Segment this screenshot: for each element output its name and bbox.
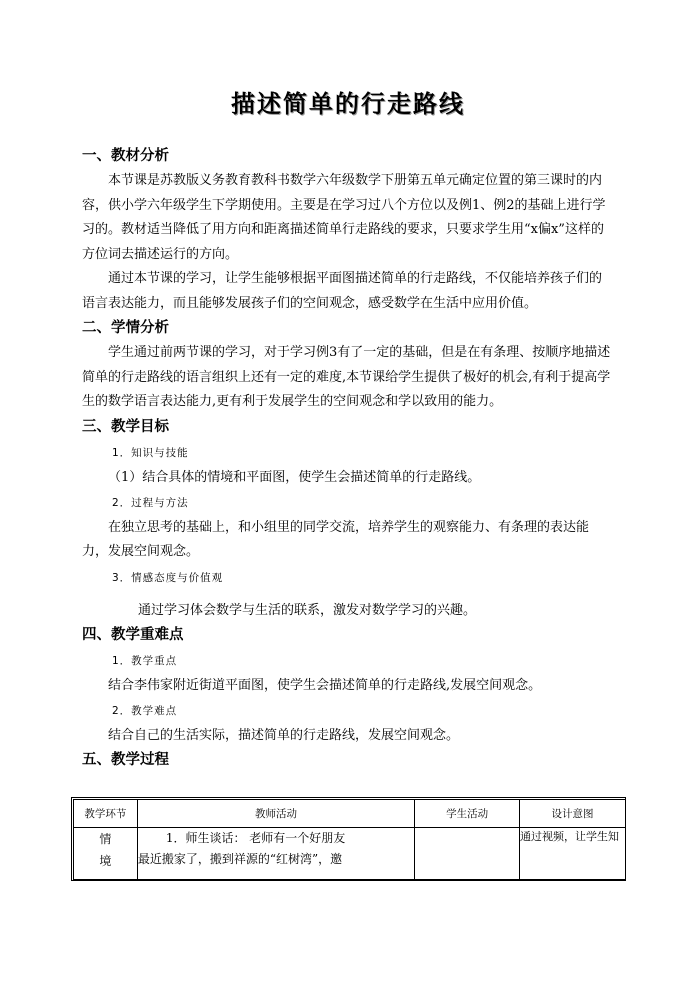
table-header-row xyxy=(74,800,626,828)
header-design-intent: 设计意图 xyxy=(520,800,626,828)
goal-attitude-line: 通过学习体会数学与生活的联系，激发对数学学习的兴趣。 xyxy=(138,602,477,618)
paragraph-material-1: 本节课是苏教版义务教育教科书数学六年级数学下册第五单元确定位置的第三课时的内容，供小学六年级学生下学期使用。主要是在学习过八个方位以及例1、例2的基础上进行学习的。教材适当降低了用方向和距离描述简单行走路线的要求，只要求学生用“x偏x”这样的方位词去描述运行的方向。 xyxy=(82,173,606,262)
subheading-attitude: 3．情感态度与价值观 xyxy=(112,571,224,584)
paragraph-students: 学生通过前两节课的学习，对于学习例3有了一定的基础，但是在有条理、按顺序地描述简单的行走路线的语言组织上还有一定的难度,本节课给学生提供了极好的机会,有利于提高学生的数学语言表达能力,更有利于发展学生的空间观念和学以致用的能力。 xyxy=(82,345,611,409)
paragraph-material-2: 通过本节课的学习，让学生能够根据平面图描述简单的行走路线，不仅能培养孩子们的语言表达能力，而且能够发展孩子们的空间观念，感受数学在生活中应用价值。 xyxy=(82,271,603,311)
stage-cell xyxy=(74,828,138,880)
stage-line-2: 境 xyxy=(99,854,112,868)
section-heading-key-points: 四、教学重难点 xyxy=(82,626,184,643)
header-teacher-activity: 教师活动 xyxy=(137,800,414,828)
header-student-activity: 学生活动 xyxy=(415,800,520,828)
header-stage: 教学环节 xyxy=(74,800,138,828)
document-title: 描述简单的行走路线 xyxy=(231,90,465,118)
subheading-key-point: 1．教学重点 xyxy=(112,654,178,667)
paragraph-process: 在独立思考的基础上，和小组里的同学交流，培养学生的观察能力、有条理的表达能力，发展空间观念。 xyxy=(82,519,590,559)
subheading-process: 2．过程与方法 xyxy=(112,496,189,509)
teacher-line-1: 1．师生谈话： 老师有一个好朋友 xyxy=(165,831,346,845)
design-intent-cell: 通过视频，让学生知 xyxy=(520,828,626,880)
difficulty-line: 结合自己的生活实际，描述简单的行走路线，发展空间观念。 xyxy=(108,727,460,743)
subheading-knowledge: 1．知识与技能 xyxy=(112,446,189,459)
section-heading-material: 一、教材分析 xyxy=(82,148,169,164)
section-heading-process: 五、教学过程 xyxy=(82,751,169,768)
teaching-process-table xyxy=(73,799,626,880)
section-heading-goals: 三、教学目标 xyxy=(82,418,169,435)
stage-line-1: 情 xyxy=(99,832,112,846)
table-row xyxy=(74,828,626,880)
key-point-line: 结合李伟家附近街道平面图，使学生会描述简单的行走路线,发展空间观念。 xyxy=(108,677,542,693)
subheading-difficulty: 2．教学难点 xyxy=(112,704,178,717)
section-heading-students: 二、学情分析 xyxy=(82,320,169,336)
student-activity-cell xyxy=(415,828,520,880)
goal-knowledge-line: （1）结合具体的情境和平面图，使学生会描述简单的行走路线。 xyxy=(108,469,481,485)
document-body xyxy=(82,144,614,773)
teacher-activity-cell xyxy=(137,828,414,880)
teacher-line-2: 最近搬家了，搬到祥源的“红树湾”，邀 xyxy=(137,852,343,866)
